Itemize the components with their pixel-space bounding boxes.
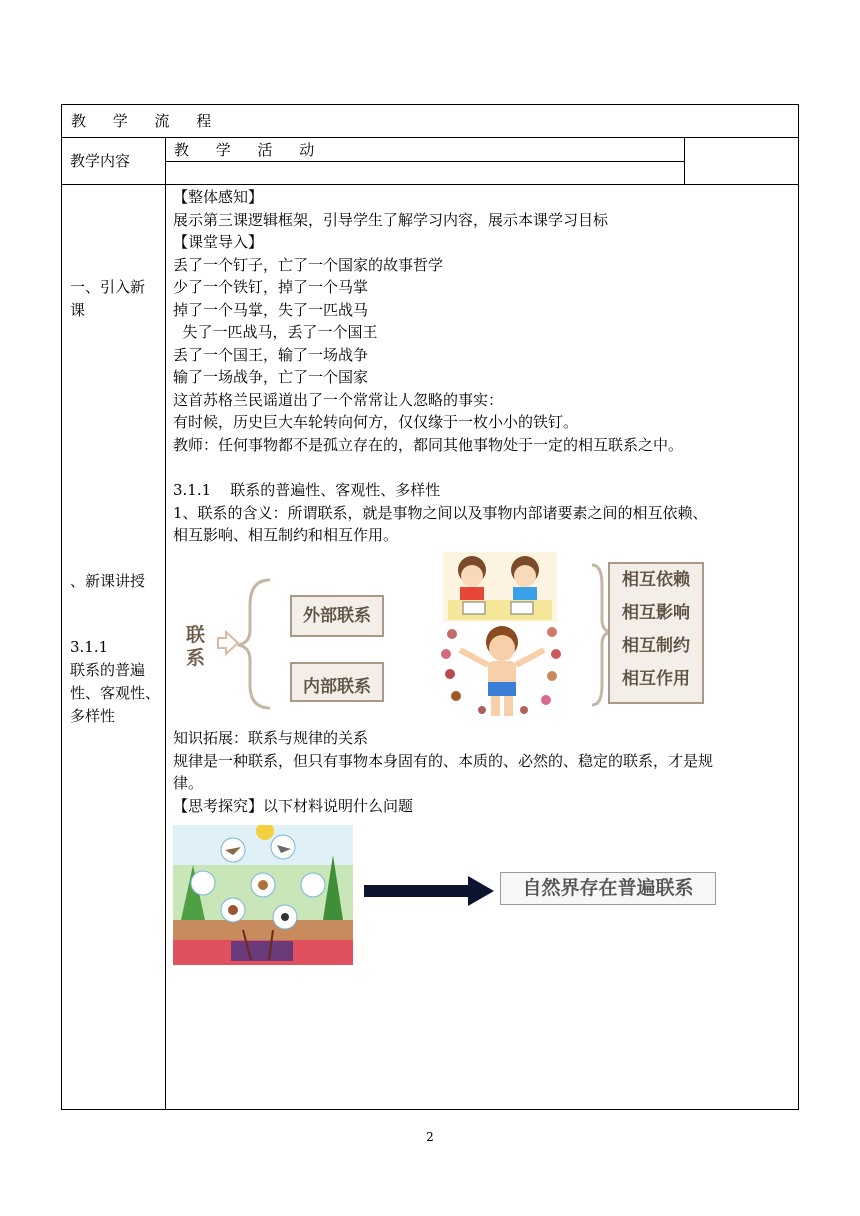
arrow-outline-icon [218,632,238,654]
connection-main-label [186,624,210,670]
connection-main-label-text: 联系 [186,624,206,669]
definition-line-1: 1、联系的含义：所谓联系，就是事物之间以及事物内部诸要素之间的相互依赖、 [173,504,708,522]
external-connection-label: 外部联系 [303,606,371,626]
definition-line-2: 相互影响、相互制约和相互作用。 [173,526,399,544]
row-divider-2 [61,184,799,185]
table-bottom-border [61,1109,799,1110]
table-left-border [61,104,62,1110]
teacher-remark: 教师：任何事物都不是孤立存在的，都同其他事物处于一定的相互联系之中。 [173,435,684,454]
left-brace [238,580,270,708]
relation-type-interaction: 相互作用 [622,669,690,689]
row-divider-1 [61,137,799,138]
poem-title: 丢了一个钉子，亡了一个国家的故事哲学 [173,255,444,274]
section-3-1-1-line1: 联系的普遍 [70,661,146,679]
poem-comment-2: 有时候，历史巨大车轮转向何方，仅仅缘于一枚小小的铁钉。 [173,413,579,431]
poem-line-5: 输了一场战争，亡了一个国家 [173,368,369,386]
relation-type-restriction: 相互制约 [622,636,690,656]
section-intro-line1: 一、引入新 [70,278,146,296]
poem-line-4: 丢了一个国王，输了一场战争 [173,345,369,364]
law-definition-line-2: 律。 [173,774,204,792]
overall-perception-text: 展示第三课逻辑框架，引导学生了解学习内容，展示本课学习目标 [173,210,609,229]
column-divider [165,137,166,1110]
table-right-border [798,104,799,1110]
relation-type-dependence: 相互依赖 [622,570,690,590]
inner-row-divider [165,161,684,162]
table-header: 教 学 流 程 [71,112,223,130]
poem-line-2: 掉了一个马掌，失了一匹战马 [173,300,369,319]
conclusion-box [500,872,716,905]
law-definition-line-1: 规律是一种联系，但只有事物本身固有的、本质的、必然的、稳定的联系，才是规 [173,752,714,770]
section-3-1-1-line2: 性、客观性、 [70,684,161,702]
poem-line-1: 少了一个铁钉，掉了一个马掌 [173,278,369,296]
knowledge-extension-heading: 知识拓展：联系与规律的关系 [173,729,369,747]
body-organs-image [441,626,561,716]
col2-header: 教 学 活 动 [174,141,326,159]
right-arrow-icon [364,876,496,906]
col1-header: 教学内容 [70,152,131,170]
conclusion-arrow [364,876,496,906]
page-number: 2 [426,1130,434,1144]
section-new-lesson: 、新课讲授 [70,572,146,590]
small-column-divider [684,137,685,185]
internal-connection-box [290,662,384,702]
section-intro-line2: 课 [70,301,86,319]
section-3-1-1-line3: 多样性 [70,707,116,725]
external-connection-box [290,595,384,637]
relation-types-box [608,562,704,704]
class-intro-heading: 【课堂导入】 [173,233,264,251]
nature-food-web-svg [173,825,353,965]
poem-line-3: 失了一匹战马，丢了一个国王 [173,323,378,341]
content-block-1 [173,186,795,456]
think-explore-heading: 【思考探究】以下材料说明什么问题 [173,797,414,815]
overall-perception-heading: 【整体感知】 [173,188,264,206]
poem-comment-1: 这首苏格兰民谣道出了一个常常让人忽略的事实： [173,390,504,409]
relation-type-influence: 相互影响 [622,603,690,623]
conclusion-text: 自然界存在普遍联系 [522,877,694,899]
nature-food-web-image [173,825,353,965]
section-3-1-1-num: 3.1.1 [70,638,109,656]
sub-heading-3-1-1: 3.1.1 联系的普遍性、客观性、多样性 [173,481,441,499]
internal-connection-label: 内部联系 [303,677,371,697]
table-top-border [61,104,799,105]
